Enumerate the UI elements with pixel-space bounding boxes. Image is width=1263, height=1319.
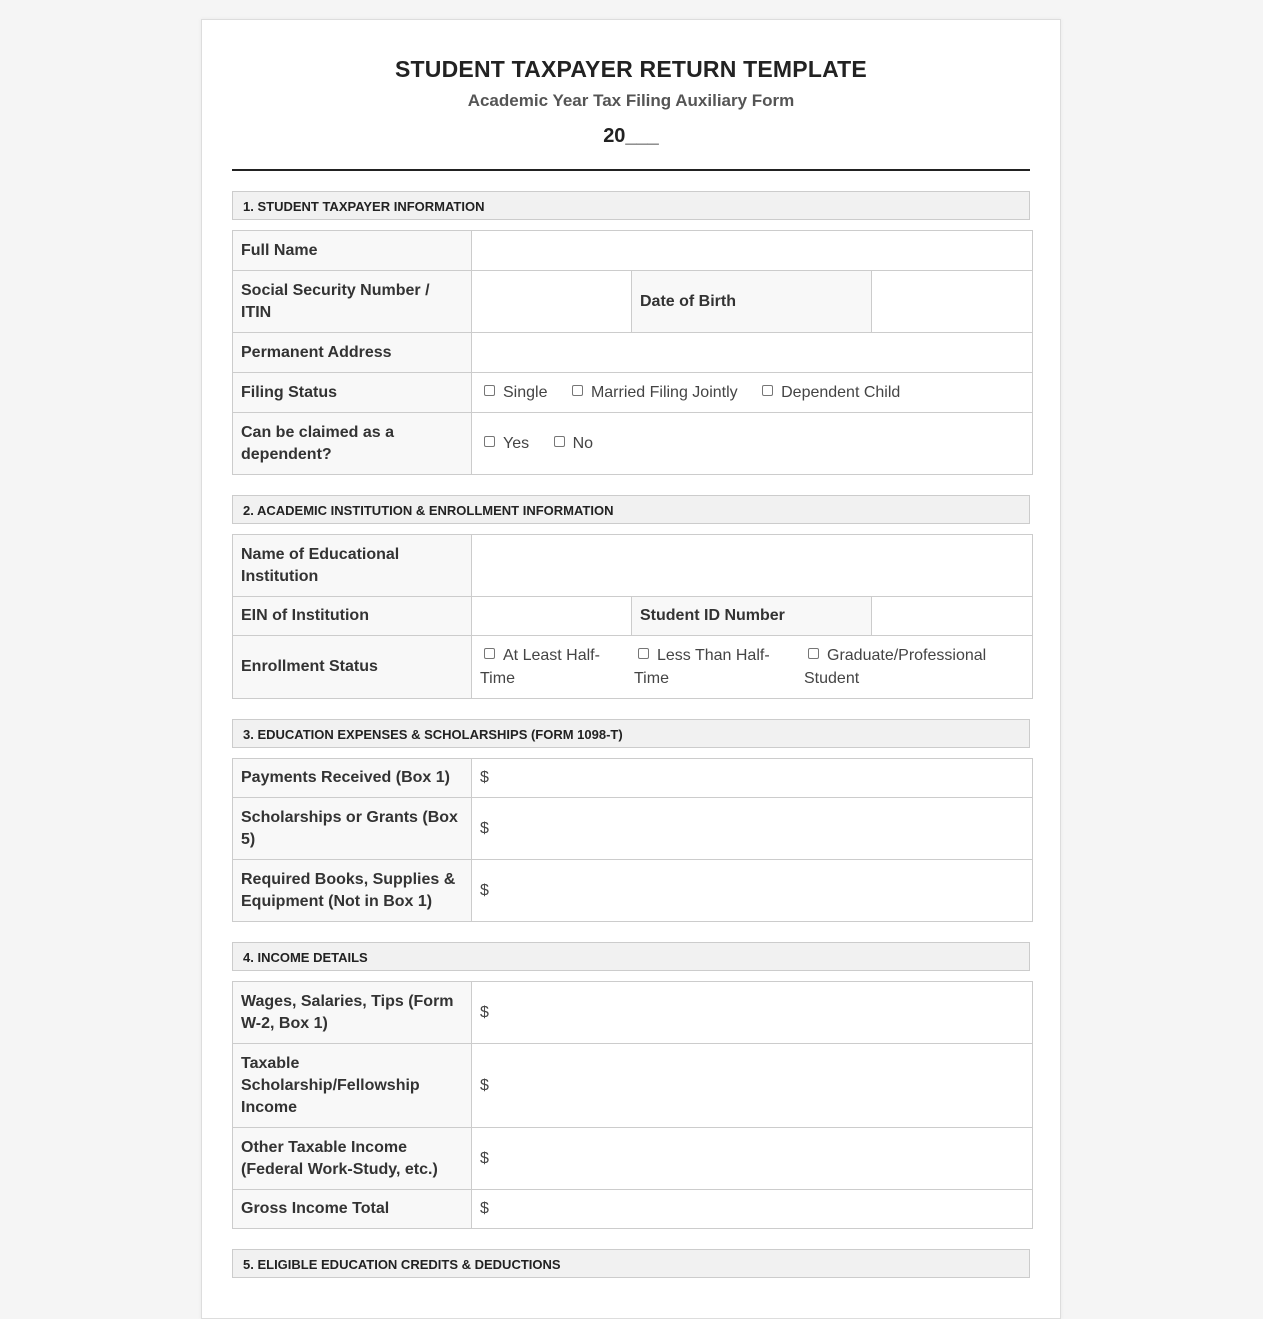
option-label: Yes <box>503 434 530 452</box>
table-row <box>233 860 1033 922</box>
enrollment-option-half-time[interactable] <box>480 644 634 690</box>
enrollment-label: Enrollment Status <box>233 636 472 699</box>
scholarships-label: Scholarships or Grants (Box 5) <box>233 798 472 860</box>
dob-field[interactable] <box>872 271 1033 333</box>
enrollment-options <box>472 636 1033 699</box>
checkbox[interactable] <box>638 648 649 659</box>
table-row <box>233 982 1033 1044</box>
checkbox[interactable] <box>762 385 773 396</box>
section-4-heading: 4. INCOME DETAILS <box>232 942 1030 971</box>
ssn-field[interactable] <box>472 271 632 333</box>
table-row <box>233 333 1033 373</box>
payments-received-field[interactable]: $ <box>472 759 1033 798</box>
section-3-heading: 3. EDUCATION EXPENSES & SCHOLARSHIPS (FORM 1098-T) <box>232 719 1030 748</box>
table-row <box>233 535 1033 597</box>
enrollment-option-less-than-half[interactable] <box>634 644 804 690</box>
table-row <box>233 271 1033 333</box>
form-header <box>232 20 1030 171</box>
payments-received-label: Payments Received (Box 1) <box>233 759 472 798</box>
option-label: Graduate/Professional Student <box>804 647 987 687</box>
table-row <box>233 413 1033 475</box>
table-row <box>233 759 1033 798</box>
ein-label: EIN of Institution <box>233 597 472 636</box>
dependent-label: Can be claimed as a dependent? <box>233 413 472 475</box>
option-label: Dependent Child <box>781 383 901 401</box>
filing-option-married-jointly[interactable] <box>568 382 738 404</box>
wages-field[interactable]: $ <box>472 982 1033 1044</box>
filing-option-single[interactable] <box>480 382 547 404</box>
table-row <box>233 1128 1033 1190</box>
table-row <box>233 1190 1033 1229</box>
form-subtitle: Academic Year Tax Filing Auxiliary Form <box>467 91 795 110</box>
wages-label: Wages, Salaries, Tips (Form W-2, Box 1) <box>233 982 472 1044</box>
option-label: Single <box>503 383 548 401</box>
books-supplies-label: Required Books, Supplies & Equipment (Not in Box 1) <box>233 860 472 922</box>
form-title: STUDENT TAXPAYER RETURN TEMPLATE <box>395 56 867 82</box>
dob-label: Date of Birth <box>632 271 872 333</box>
checkbox[interactable] <box>554 436 565 447</box>
table-row <box>233 636 1033 699</box>
enrollment-option-graduate[interactable] <box>804 644 1004 690</box>
institution-field[interactable] <box>472 535 1033 597</box>
option-label: At Least Half-Time <box>480 647 600 687</box>
section-1-table <box>232 230 1033 475</box>
table-row <box>233 1044 1033 1128</box>
scholarships-field[interactable]: $ <box>472 798 1033 860</box>
books-supplies-field[interactable]: $ <box>472 860 1033 922</box>
form-page <box>201 19 1061 1319</box>
section-2-heading: 2. ACADEMIC INSTITUTION & ENROLLMENT INFORMATION <box>232 495 1030 524</box>
ssn-label: Social Security Number / ITIN <box>233 271 472 333</box>
section-4-table <box>232 981 1033 1229</box>
table-row <box>233 597 1033 636</box>
table-row <box>233 231 1033 271</box>
section-1-heading: 1. STUDENT TAXPAYER INFORMATION <box>232 191 1030 220</box>
full-name-field[interactable] <box>472 231 1033 271</box>
student-id-label: Student ID Number <box>632 597 872 636</box>
student-id-field[interactable] <box>872 597 1033 636</box>
filing-status-label: Filing Status <box>233 373 472 413</box>
other-income-label: Other Taxable Income (Federal Work-Study, etc.) <box>233 1128 472 1190</box>
option-label: Married Filing Jointly <box>590 383 738 401</box>
checkbox[interactable] <box>484 436 495 447</box>
checkbox[interactable] <box>808 648 819 659</box>
gross-income-label: Gross Income Total <box>233 1190 472 1229</box>
filing-option-dependent-child[interactable] <box>758 382 900 404</box>
dependent-option-no[interactable] <box>550 433 593 455</box>
address-label: Permanent Address <box>233 333 472 373</box>
checkbox[interactable] <box>484 385 495 396</box>
checkbox[interactable] <box>484 648 495 659</box>
dependent-option-yes[interactable] <box>480 433 529 455</box>
gross-income-field[interactable]: $ <box>472 1190 1033 1229</box>
other-income-field[interactable]: $ <box>472 1128 1033 1190</box>
full-name-label: Full Name <box>233 231 472 271</box>
ein-field[interactable] <box>472 597 632 636</box>
taxable-scholarship-field[interactable]: $ <box>472 1044 1033 1128</box>
section-3-table <box>232 758 1033 922</box>
dependent-options <box>472 413 1033 475</box>
tax-year: 20___ <box>603 125 659 147</box>
table-row <box>233 798 1033 860</box>
taxable-scholarship-label: Taxable Scholarship/Fellowship Income <box>233 1044 472 1128</box>
option-label: Less Than Half-Time <box>634 647 770 687</box>
table-row <box>233 373 1033 413</box>
checkbox[interactable] <box>572 385 583 396</box>
address-field[interactable] <box>472 333 1033 373</box>
institution-label: Name of Educational Institution <box>233 535 472 597</box>
filing-status-options <box>472 373 1033 413</box>
section-2-table <box>232 534 1033 699</box>
section-5-heading: 5. ELIGIBLE EDUCATION CREDITS & DEDUCTIONS <box>232 1249 1030 1278</box>
option-label: No <box>572 434 594 452</box>
